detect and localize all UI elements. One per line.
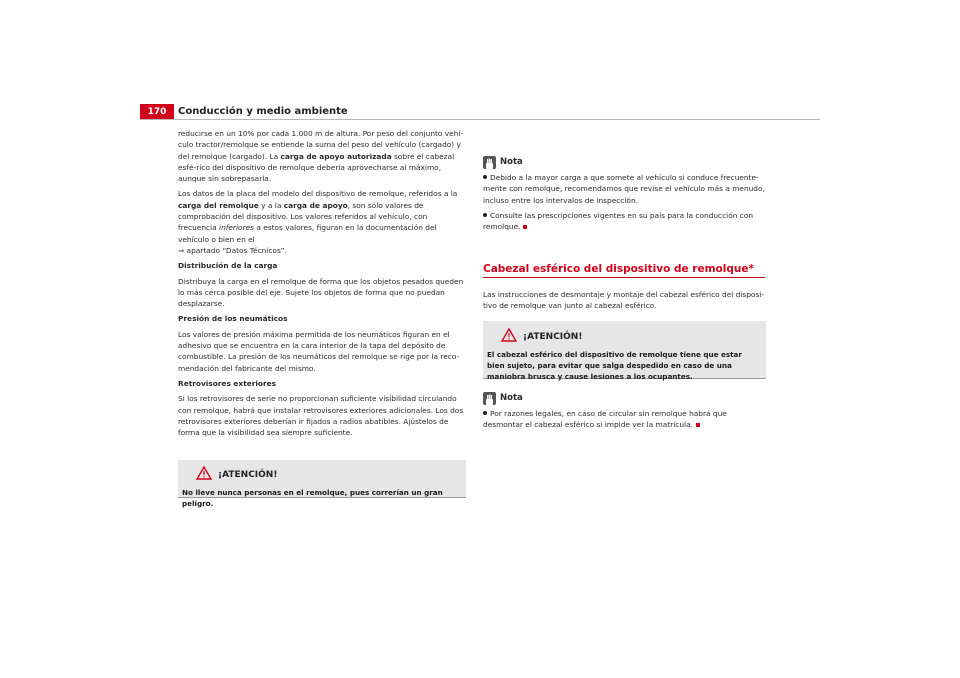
- note-heading: [483, 392, 768, 405]
- paragraph-load: Distribuya la carga en el remolque de forma que los objetos pesados queden lo más cerca posible del eje. Sujete los objetos de forma que no puedan desplazarse.: [178, 276, 464, 309]
- section-divider: [483, 277, 765, 278]
- note-bullet: Por razones legales, en caso de circular sin remolque habrá que desmontar el cabezal esférico si impide ver la matrícula.: [483, 409, 727, 430]
- end-of-section-icon: [696, 423, 700, 427]
- subheading-load: Distribución de la carga: [178, 261, 278, 271]
- cross-reference-link[interactable]: ⇒ apartado “Datos Técnicos”.: [178, 245, 287, 255]
- warning-box-ball-head: [483, 321, 766, 379]
- warning-box-passengers: [178, 460, 466, 508]
- warning-text: El cabezal esférico del dispositivo de remolque tiene que estar bien sujeto, para evitar que salga despedido en caso de una maniobra brusca y cause lesiones a los ocupantes.: [487, 350, 742, 381]
- note-icon: [483, 156, 496, 169]
- section-title: Cabezal esférico del dispositivo de remolque*: [483, 263, 754, 275]
- section-intro: Las instrucciones de desmontaje y montaje del cabezal esférico del disposi-tivo de remolque van junto al cabezal esférico.: [483, 290, 765, 311]
- paragraph-weight: reducirse en un 10% por cada 1.000 m de altura. Por peso del conjunto vehí-culo tractor/remolque se entiende la suma del peso del vehículo (cargado) y del remolque (cargado). La carga de apoyo autorizada sobre el cabezal esfé-rico del dispositivo de remolque debería aprovecharse al máximo, aunque sin sobrepasarla.: [178, 129, 464, 184]
- note-heading: [483, 156, 768, 169]
- note-bullet: Consulte las prescripciones vigentes en su país para la conducción con remolque.: [483, 210, 754, 232]
- left-column: [178, 128, 466, 442]
- bullet-icon: [483, 411, 487, 415]
- warning-title: ¡ATENCIÓN!: [523, 331, 583, 342]
- chapter-title: Conducción y medio ambiente: [178, 106, 348, 117]
- header-divider: [140, 119, 820, 120]
- subheading-mirrors: Retrovisores exteriores: [178, 378, 277, 388]
- end-of-section-icon: [523, 225, 527, 229]
- warning-triangle-icon: [196, 465, 212, 484]
- note-title: Nota: [500, 156, 523, 167]
- paragraph-tyres: Los valores de presión máxima permitida de los neumáticos figuran en el adhesivo que se encuentra en la cara interior de la tapa del depósito de combustible. La presión de los neumáticos del remolque se rige por la reco-mendación del fabricante del mismo.: [178, 329, 460, 373]
- paragraph-plate-data: Los datos de la placa del modelo del dispositivo de remolque, referidos a la carga del remolque y a la carga de apoyo, son sólo valores de comprobación del dispositivo. Los valores referidos al vehículo, con frecuencia inferiores a estos valores, figuran en la documentación del vehículo o bien en el ⇒ apartado “Datos Técnicos”.: [178, 189, 458, 255]
- right-column-bottom: [483, 392, 768, 435]
- bullet-icon: [483, 175, 487, 179]
- note-bullet: Debido a la mayor carga a que somete al vehículo si conduce frecuente-mente con remolque, recomendamos que revise el vehículo más a menudo, incluso entre los intervalos de inspección.: [483, 173, 765, 205]
- right-column-top: [483, 156, 768, 236]
- note-icon: [483, 392, 496, 405]
- warning-title: ¡ATENCIÓN!: [218, 469, 278, 480]
- page-number: 170: [140, 104, 174, 119]
- note-title: Nota: [500, 392, 523, 403]
- subheading-tyres: Presión de los neumáticos: [178, 314, 288, 324]
- warning-text: No lleve nunca personas en el remolque, pues correrían un gran peligro.: [182, 488, 443, 508]
- paragraph-mirrors: Si los retrovisores de serie no proporcionan suficiente visibilidad circulando con remolque, habrá que instalar retrovisores exteriores adicionales. Los dos retrovisores exteriores deberían ir fijados a radios abatibles. Ajústelos de forma que la visibilidad sea siempre suficiente.: [178, 394, 464, 438]
- warning-triangle-icon: [501, 327, 517, 346]
- bullet-icon: [483, 213, 487, 217]
